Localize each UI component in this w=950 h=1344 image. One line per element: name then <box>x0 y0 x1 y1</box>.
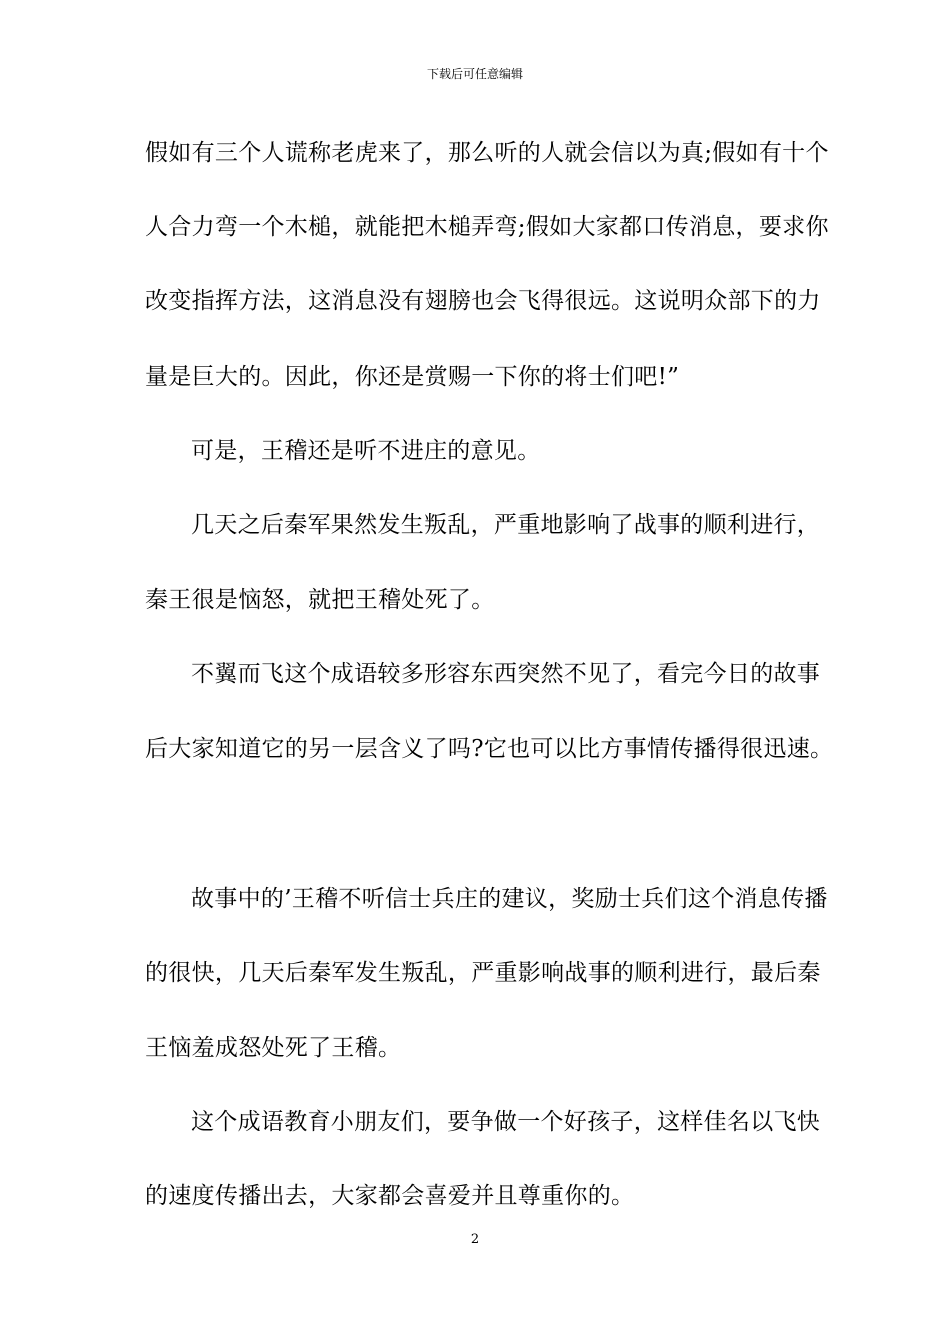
text-line: 改变指挥方法，这消息没有翅膀也会飞得很远。这说明众部下的力 <box>145 288 821 314</box>
page-number: 2 <box>470 1232 480 1247</box>
text-line: 人合力弯一个木槌，就能把木槌弄弯;假如大家都口传消息，要求你 <box>145 214 829 240</box>
text-line: 秦王很是恼怒，就把王稽处死了。 <box>145 587 495 613</box>
text-line: 后大家知道它的另一层含义了吗?它也可以比方事情传播得很迅速。 <box>145 736 834 762</box>
text-line: 量是巨大的。因此，你还是赏赐一下你的将士们吧!” <box>145 364 680 390</box>
page-header: 下载后可任意编辑 <box>426 67 523 81</box>
text-line: 这个成语教育小朋友们，要争做一个好孩子，这样佳名以飞快 <box>191 1109 821 1135</box>
text-line: 几天之后秦军果然发生叛乱，严重地影响了战事的顺利进行， <box>191 512 821 538</box>
text-line: 的速度传播出去，大家都会喜爱并且尊重你的。 <box>145 1183 635 1209</box>
text-line: 王恼羞成怒处死了王稽。 <box>145 1035 402 1061</box>
text-line: 不翼而飞这个成语较多形容东西突然不见了，看完今日的故事 <box>191 661 821 687</box>
text-line: 故事中的’王稽不听信士兵庄的建议，奖励士兵们这个消息传播 <box>191 886 828 912</box>
text-line: 可是，王稽还是听不进庄的意见。 <box>191 438 541 464</box>
text-line: 的很快，几天后秦军发生叛乱，严重影响战事的顺利进行，最后秦 <box>145 960 821 986</box>
text-line: 假如有三个人谎称老虎来了，那么听的人就会信以为真;假如有十个 <box>145 140 829 166</box>
